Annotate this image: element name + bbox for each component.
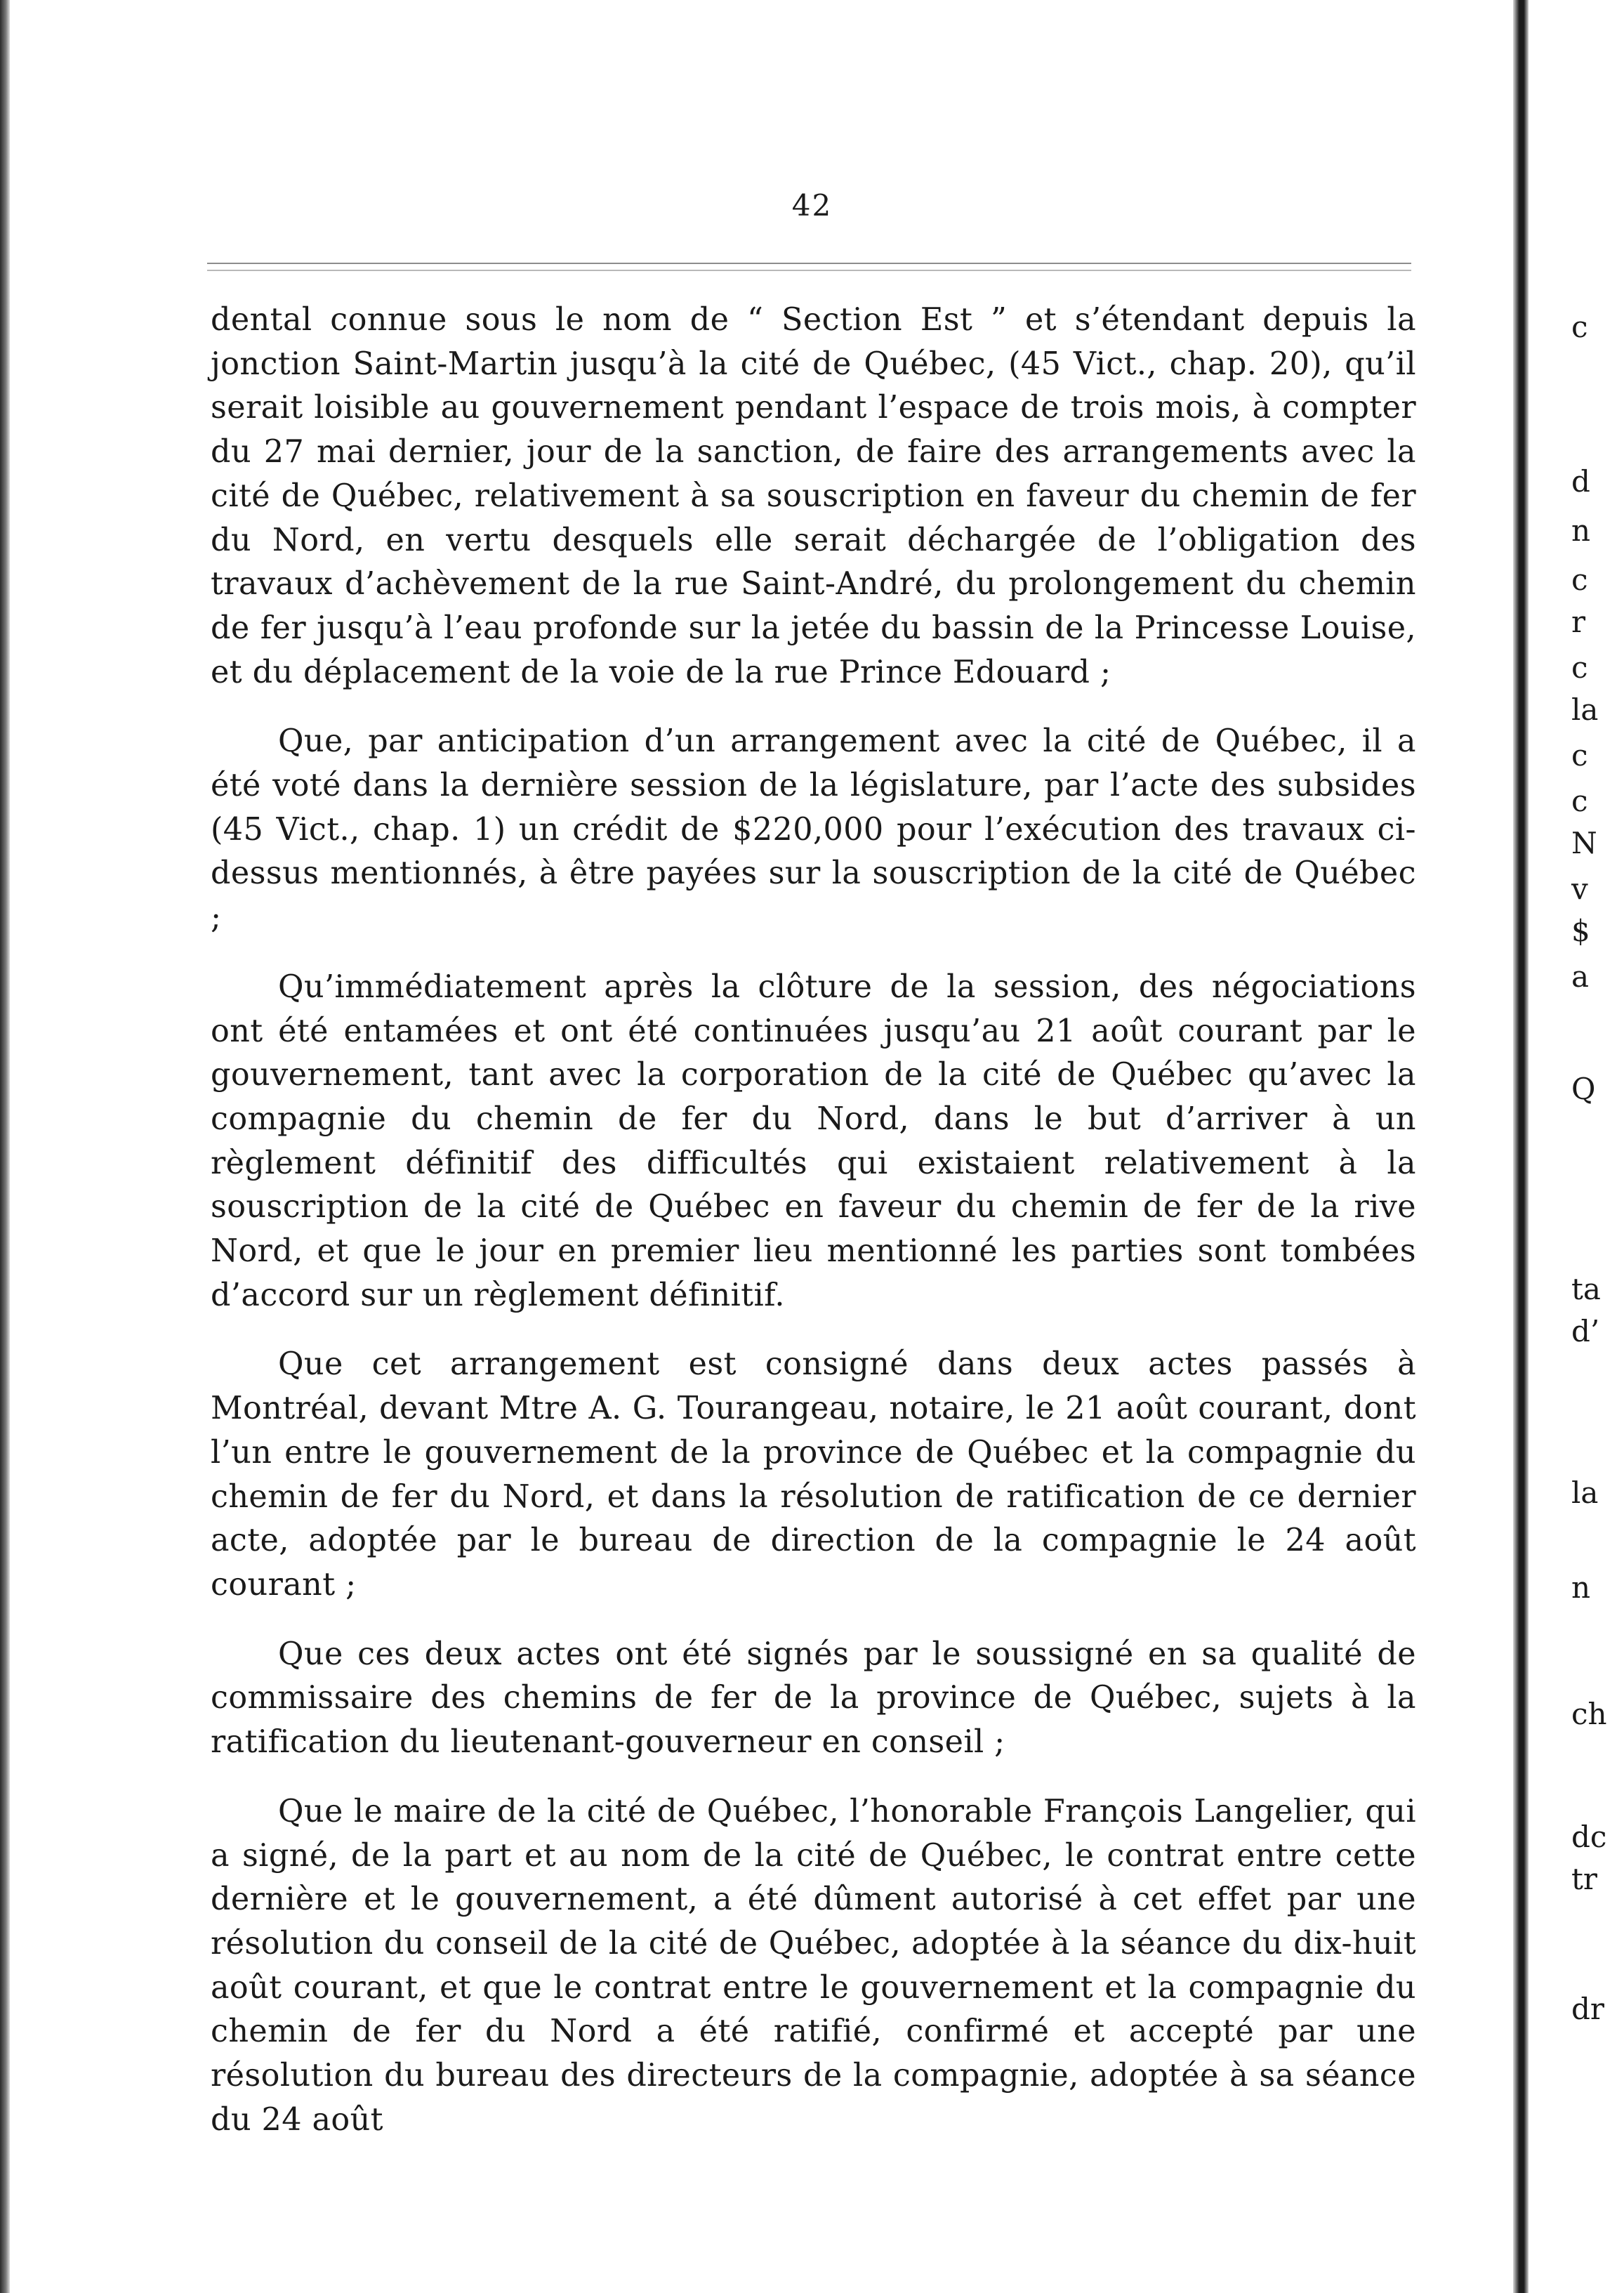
facing-page-fragment: c — [1571, 650, 1588, 685]
facing-page-fragment: a — [1571, 959, 1590, 994]
header-rule — [207, 263, 1411, 264]
facing-page-fragment: ta — [1571, 1272, 1601, 1306]
page-number: 42 — [791, 188, 833, 223]
page-gutter — [1513, 0, 1529, 2293]
paragraph: Que le maire de la cité de Québec, l’honorable François Langelier, qui a signé, de la part et au nom de la cité de Québec, le contrat entre cette dernière et le gouvernement, a été dûment autorisé à cet effet par une résolution du conseil de la cité de Québec, adoptée à la séance du dix-huit août courant, et que le contrat entre le gouvernement et la compagnie du chemin de fer du Nord a été ratifié, confirmé et accepté par une résolution du bureau des directeurs de la compagnie, adoptée à sa séance du 24 août — [211, 1793, 1416, 2138]
facing-page-fragment: la — [1571, 692, 1599, 727]
facing-page-fragment: dc — [1571, 1820, 1607, 1854]
facing-page-fragment: d’ — [1571, 1314, 1600, 1348]
facing-page-fragment: d — [1571, 464, 1590, 499]
paragraph: Que cet arrangement est consigné dans deux actes passés à Montréal, devant Mtre A. G. Tourangeau, notaire, le 21 août courant, dont l’un entre le gouvernement de la province de Québec et la compagnie du chemin de fer du Nord, et dans la résolution de ratification de ce dernier acte, adoptée par le bureau de direction de la compagnie le 24 août courant ; — [211, 1346, 1416, 1603]
facing-page-fragment: ch — [1571, 1697, 1607, 1731]
facing-page-fragment: la — [1571, 1476, 1599, 1510]
facing-page-edge — [1571, 0, 1624, 2293]
facing-page-fragment: c — [1571, 784, 1588, 818]
facing-page-fragment: Q — [1571, 1072, 1596, 1106]
facing-page-fragment: c — [1571, 738, 1588, 773]
facing-page-fragment: $ — [1571, 914, 1590, 948]
body-text — [211, 298, 1416, 2167]
paragraph-continued: dental connue sous le nom de “ Section Est ” et s’étendant depuis la jonction Saint-Martin jusqu’à la cité de Québec, (45 Vict., chap. 20), qu’il serait loisible au gouvernement pendant l’espace de trois mois, à compter du 27 mai dernier, jour de la sanction, de faire des arrangements avec la cité de Québec, relativement à sa souscription en faveur du chemin de fer du Nord, en vertu desquels elle serait déchargée de l’obligation des travaux d’achèvement de la rue Saint-André, du prolongement du chemin de fer jusqu’à l’eau profonde sur la jetée du bassin de la Princesse Louise, et du déplacement de la voie de la rue Prince Edouard ; — [211, 302, 1416, 690]
facing-page-fragment: v — [1571, 872, 1588, 906]
facing-page-fragment: N — [1571, 826, 1597, 860]
paragraph: Que ces deux actes ont été signés par le soussigné en sa qualité de commissaire des chemins de fer de la province de Québec, sujets à la ratification du lieutenant-gouverneur en conseil ; — [211, 1636, 1416, 1761]
facing-page-fragment: tr — [1571, 1862, 1597, 1896]
facing-page-fragment: c — [1571, 563, 1588, 597]
scan-edge-left — [0, 0, 10, 2293]
facing-page-fragment: n — [1571, 513, 1591, 548]
facing-page-fragment: n — [1571, 1570, 1591, 1605]
facing-page-fragment: dr — [1571, 1992, 1604, 2026]
facing-page-fragment: c — [1571, 310, 1588, 344]
paragraph: Que, par anticipation d’un arrangement avec la cité de Québec, il a été voté dans la dernière session de la législature, par l’acte des subsides (45 Vict., chap. 1) un crédit de $220,000 pour l’exécution des travaux ci-dessus mentionnés, à être payées sur la souscription de la cité de Québec ; — [211, 723, 1416, 936]
facing-page-fragment: r — [1571, 605, 1586, 639]
paragraph: Qu’immédiatement après la clôture de la session, des négociations ont été entamées et ont été continuées jusqu’au 21 août courant par le gouvernement, tant avec la corporation de la cité de Québec qu’avec la compagnie du chemin de fer du Nord, dans le but d’arriver à un règlement définitif des difficultés qui existaient relativement à la souscription de la cité de Québec en faveur du chemin de fer de la rive Nord, et que le jour en premier lieu mentionné les parties sont tombées d’accord sur un règlement définitif. — [211, 968, 1416, 1313]
header-rule-secondary — [207, 270, 1411, 271]
